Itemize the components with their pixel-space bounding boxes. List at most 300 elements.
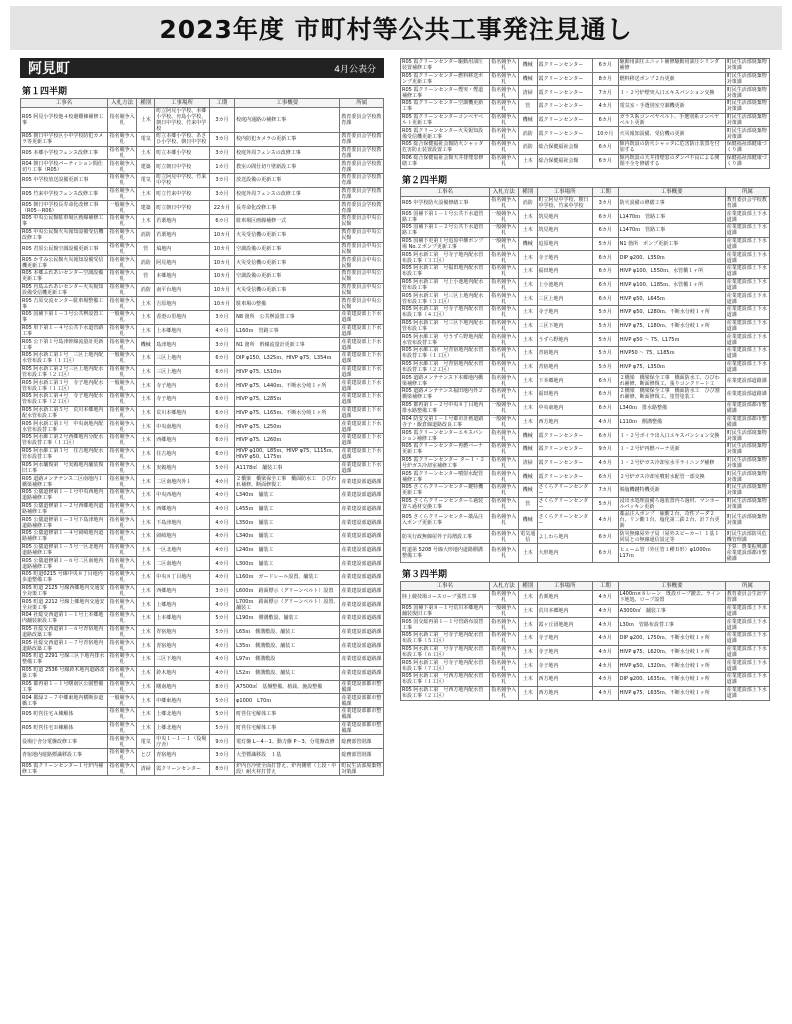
cell-category: 土木 (137, 557, 155, 571)
cell-summary: ２号炉ガス冷却室噴射水配管一部交換 (618, 470, 725, 484)
cell-department: 産業建設部道路課 (340, 598, 384, 612)
cell-project-name: R05 阿水新工第 号寺子地内配水管布設工事（３工区） (401, 251, 490, 265)
table-row (401, 113, 770, 127)
cell-category: 土木 (519, 544, 537, 563)
cell-project-name: R05 舟島ふれあいセンター火災報知設備受信機更新工事 (21, 283, 108, 297)
cell-project-name: R05 阿水新工第 号寺子地内配水管布設工事（６工区） (401, 645, 490, 659)
cell-location: よしわら地内 (537, 530, 592, 544)
cell-category: 土木 (137, 379, 155, 393)
cell-location: 霞クリーンセンター (537, 127, 592, 141)
table-row (21, 406, 384, 420)
table-row (401, 604, 770, 618)
cell-bid-method: 指名競争入札 (108, 447, 137, 461)
cell-summary: １・２号炉煙突入口エキスパンション交換 (618, 86, 725, 100)
table-row (401, 415, 770, 429)
cell-bid-method: 指名競争入札 (108, 269, 137, 283)
cell-summary: HIVP φ75、L635ｍ、不断水分岐１ヶ所 (618, 686, 725, 700)
cell-project-name: R05 中央公民館火災報知設備受信機改修工事 (21, 228, 108, 242)
cell-project-name: R05 阿水新工第 号三区上地内配水管布設工事（３工区） (401, 292, 490, 306)
cell-department: 産業建設部都市整備課 (340, 680, 384, 694)
cell-location: 西方地内 (537, 673, 592, 687)
cell-bid-method: 指名競争入札 (108, 393, 137, 407)
column-header: 入札方法 (489, 582, 519, 591)
cell-summary: 脱塩機鍵特機更新 (618, 483, 725, 497)
cell-bid-method: 指名競争入札 (489, 264, 519, 278)
cell-project-name: R05 公下第１号島津幹線流量計更新工事 (21, 338, 108, 352)
table-row (21, 529, 384, 543)
cell-category: 電気 (137, 174, 155, 188)
cell-location: 中央東地内 (537, 401, 592, 415)
cell-location: 町立朝日中学校 (155, 201, 209, 215)
cell-duration: 3カ月 (209, 338, 234, 352)
cell-duration: 4カ月 (592, 511, 618, 530)
cell-summary: L1470ｍ 管路工事 (618, 223, 725, 237)
cell-location: 島津地内 (155, 338, 209, 352)
cell-bid-method: 指名競争入札 (489, 100, 519, 114)
cell-location: 青宿地内 (537, 360, 592, 374)
cell-location: 霞クリーンセンター (537, 72, 592, 86)
table-row (21, 735, 384, 749)
cell-project-name: R05 阿水新工第 号西方地内配水管布設工事（１工区） (401, 673, 490, 687)
cell-department: 産業建設部上下水道課 (340, 393, 384, 407)
cell-department: 保健福祉部健康づくり課 (725, 141, 769, 155)
cell-project-name: R05 さくらクリーンセンター鍵特機更新工事 (401, 483, 490, 497)
cell-department: 産業建設部上下水道課 (725, 223, 769, 237)
cell-summary: HIVP φ75、L180ｍ、不断水分岐１ヶ所 (618, 319, 725, 333)
table-row (21, 653, 384, 667)
cell-department: 産業建設部都市整備課 (725, 415, 769, 429)
cell-project-name: R05 公儀道修第１－５号一区北地内道路補修工事 (21, 543, 108, 557)
cell-summary: 校庭外周フェンスの改修工事 (235, 187, 340, 201)
cell-project-name: R05 阿水新工第 号上小池地内配水管布設工事 (401, 278, 490, 292)
cell-department: 産業建設部上下水道課 (725, 333, 769, 347)
cell-department: 産業建設部上下水道課 (725, 292, 769, 306)
cell-summary: 薬品注入ポンプ 硫酸２台、苛性ソーダ２台、リン酸１台、塩化第二鉄２台、計７台更新 (618, 511, 725, 530)
cell-category: 土木 (519, 618, 537, 632)
table-row (21, 571, 384, 585)
cell-department: 産業建設部上下水道課 (340, 365, 384, 379)
cell-summary: 長寿命化改修工事 (235, 201, 340, 215)
cell-bid-method: 指名競争入札 (108, 557, 137, 571)
cell-location: 霞クリーンセンター (537, 470, 592, 484)
cell-category: 土木 (137, 598, 155, 612)
cell-project-name: R05 霞クリーンセンター ター１・２号炉ガス冷却室補修工事 (401, 456, 490, 470)
cell-duration: 4カ月 (592, 686, 618, 700)
cell-department: 産業建設部道路課 (340, 653, 384, 667)
project-table (400, 187, 770, 564)
cell-department: 教育委員会中央公民館 (340, 269, 384, 283)
table-row (401, 154, 770, 168)
cell-bid-method: 指名競争入札 (489, 497, 519, 511)
column-header: 工事場所 (537, 187, 592, 196)
cell-duration: 4カ月 (592, 604, 618, 618)
cell-category: 土木 (519, 401, 537, 415)
cell-department: 産業建設部道路課 (340, 584, 384, 598)
cell-project-name: R05 町道0215 号線中央８丁目地内歩道整備工事 (21, 571, 108, 585)
cell-department: 産業建設部道路課 (340, 516, 384, 530)
cell-summary: L52ｍ 側溝敷設、舗装工 (235, 666, 340, 680)
cell-project-name: R05 道路メンテナンス福田地内外２橋梁補修工事 (401, 388, 490, 402)
cell-category: 機械 (519, 113, 537, 127)
cell-project-name: R05 阿水維工第 号青宿地内配水管布設替工事（１工区） (401, 347, 490, 361)
cell-project-name: R05 中央公民館駐車場区画線補修工事 (21, 215, 108, 229)
cell-project-name: R05 霞クリーンセンターコンベヤベルト更新工事 (401, 113, 490, 127)
table-row (401, 483, 770, 497)
cell-project-name: R05 朝日中学校区小中学校防犯カメラ等更新工事 (21, 133, 108, 147)
publish-note: 4月公表分 (334, 64, 376, 75)
table-row (401, 223, 770, 237)
cell-bid-method: 指名競争入札 (108, 680, 137, 694)
cell-location: 吉原地内 (155, 297, 209, 311)
cell-location: 霞クリーンセンター (537, 59, 592, 73)
cell-project-name: R05 霞クリーンセンター噴射水配管補修工事 (401, 470, 490, 484)
cell-bid-method: 指名競争入札 (108, 461, 137, 475)
cell-category: 土木 (137, 393, 155, 407)
cell-bid-method: 一般競争入札 (489, 223, 519, 237)
cell-duration: 6カ月 (209, 215, 234, 229)
column-header: 工事場所 (537, 582, 592, 591)
cell-project-name: R05 霞クリーンセンター燃料移送ポンプ更新工事 (401, 72, 490, 86)
cell-summary: L160ｍ ガードレール設置、舗装工 (235, 571, 340, 585)
cell-category: 土木 (137, 707, 155, 721)
cell-summary: L160ｍ 管路工事 (235, 324, 340, 338)
cell-project-name: R05 公儀道修第１－６号二区南地内道路補修工事 (21, 557, 108, 571)
cell-location: 霞クリーンセンター (537, 429, 592, 443)
cell-category: 土木 (137, 721, 155, 735)
cell-project-name: R05 公儀道修第１－３号下島津地内道路補修工事 (21, 516, 108, 530)
cell-category: 消防 (519, 141, 537, 155)
cell-duration: 6カ月 (209, 420, 234, 434)
cell-summary: HIVP φ100、L550ｍ、水管橋１ヶ所 (618, 264, 725, 278)
table-row (401, 333, 770, 347)
cell-location: 岡崎地内 (155, 529, 209, 543)
cell-bid-method: 指名競争入札 (489, 544, 519, 563)
table-row (401, 127, 770, 141)
cell-duration: 5カ月 (209, 625, 234, 639)
table-row (401, 673, 770, 687)
cell-project-name: R05 阿見小学校他４校避難棟補修工事 (21, 108, 108, 133)
cell-bid-method: 指名競争入札 (108, 228, 137, 242)
cell-location: 若栗地内 (155, 228, 209, 242)
cell-department: 産業建設部上下水道課 (725, 618, 769, 632)
cell-summary: １・２号炉ガス冷却室水平ライニング補修 (618, 456, 725, 470)
cell-department: 町民生活部廃棄物対策課 (725, 86, 769, 100)
table-row (401, 618, 770, 632)
cell-location: 総合保健福祉会館 (537, 154, 592, 168)
cell-duration: 5カ月 (592, 319, 618, 333)
cell-summary: HIVP φ75、L250ｍ (235, 420, 340, 434)
table-row (21, 694, 384, 708)
cell-category: 機械 (519, 237, 537, 251)
column-header: 工事概要 (618, 582, 725, 591)
cell-department: 教育委員会中央公民館 (340, 297, 384, 311)
cell-duration: 3カ月 (592, 196, 618, 210)
cell-duration: 4カ月 (209, 557, 234, 571)
table-row (21, 242, 384, 256)
table-row (21, 324, 384, 338)
cell-location: 西郷地内 (155, 584, 209, 598)
cell-summary: 町営住宅解体工事 (235, 707, 340, 721)
cell-summary: A7500㎡ 基盤整備、植栽、施設整備 (235, 680, 340, 694)
cell-department: 産業建設部上下水道課 (725, 264, 769, 278)
table-row (401, 306, 770, 320)
cell-category: 土木 (519, 223, 537, 237)
cell-location: 鈴木地内 (155, 666, 209, 680)
table-row (21, 625, 384, 639)
cell-project-name: R05 道路メンテナンス二区南地内１橋梁補修工事 (21, 475, 108, 489)
cell-project-name: R05 阿水維工第２号西郷地内分配水管布設替工事（１工区） (21, 434, 108, 448)
cell-bid-method: 指名競争入札 (108, 639, 137, 653)
cell-location: 西方地内 (537, 415, 592, 429)
cell-bid-method: 指名競争入札 (489, 456, 519, 470)
cell-project-name: R05 町営住宅Ｂ棟解体 (21, 721, 108, 735)
cell-bid-method: 指名競争入札 (489, 319, 519, 333)
cell-duration: 6カ月 (209, 447, 234, 461)
cell-department: 産業建設部上下水道課 (340, 379, 384, 393)
cell-project-name: R05 かすみ公民館火災報知設備受信機更新工事 (21, 256, 108, 270)
cell-location: 若栗地内 (537, 591, 592, 605)
cell-summary: L300ｍ 舗装工 (235, 557, 340, 571)
cell-location: 青宿地内 (155, 639, 209, 653)
cell-duration: 6カ月 (209, 434, 234, 448)
table-row (21, 310, 384, 324)
cell-duration: 5カ月 (592, 347, 618, 361)
cell-department: 産業建設部道路課 (340, 529, 384, 543)
cell-department: 町民生活部廃棄物対策課 (725, 497, 769, 511)
cell-department: 産業建設部上下水道課 (725, 319, 769, 333)
cell-location: 中央西地内 (155, 488, 209, 502)
cell-bid-method: 指名競争入札 (108, 406, 137, 420)
cell-department: 町民生活部廃棄物対策課 (725, 59, 769, 73)
cell-summary: L600ｍ 路面標示（グリーンベルト）設置 (235, 584, 340, 598)
cell-location: 福田地内 (537, 388, 592, 402)
cell-department: 町民生活部防災危機管理課 (725, 530, 769, 544)
cell-duration: 6カ月 (592, 154, 618, 168)
cell-category: 土木 (519, 604, 537, 618)
cell-location: 町立竹来中学校 (155, 187, 209, 201)
table-row (401, 544, 770, 563)
cell-location: 曙南地内 (155, 680, 209, 694)
column-header: 工事場所 (155, 99, 209, 108)
cell-location: 中央南地内 (155, 420, 209, 434)
cell-project-name: R04 朝日中学校パーティション間仕切り工事（R05） (21, 160, 108, 174)
cell-location: 西郷地内 (155, 434, 209, 448)
cell-category: 土木 (137, 612, 155, 626)
cell-location: 町立阿見小学校、本郷小学校、舟島小学校、朝日中学校、竹来中学校 (155, 108, 209, 133)
cell-project-name: 役場庁舎分電盤改修工事 (21, 735, 108, 749)
cell-bid-method: 指名競争入札 (108, 174, 137, 188)
cell-duration: 6カ月 (592, 292, 618, 306)
cell-bid-method: 指名競争入札 (489, 72, 519, 86)
cell-category: 消防 (519, 127, 537, 141)
table-row (401, 388, 770, 402)
cell-category: 機械 (519, 442, 537, 456)
table-row (21, 133, 384, 147)
cell-summary: 大型標識移設 １基 (235, 748, 340, 762)
cell-location: 三区上地内 (155, 365, 209, 379)
cell-category: 土木 (137, 187, 155, 201)
cell-duration: 4カ月 (209, 516, 234, 530)
cell-department: 産業建設部道路課 (340, 557, 384, 571)
cell-duration: 6カ月 (209, 365, 234, 379)
cell-bid-method: 指名競争入札 (489, 470, 519, 484)
cell-department: 教育委員会学校教育課 (340, 146, 384, 160)
cell-category: 土木 (137, 365, 155, 379)
cell-duration: 10カ月 (209, 297, 234, 311)
table-row (401, 100, 770, 114)
cell-project-name: R05 本郷小学校フェンス改修工事 (21, 146, 108, 160)
table-row (401, 141, 770, 155)
cell-category: 土木 (519, 292, 537, 306)
cell-summary: 教室の間仕切り壁新設工事 (235, 160, 340, 174)
cell-category: 土木 (519, 210, 537, 224)
cell-bid-method: 指名競争入札 (108, 365, 137, 379)
cell-bid-method: 指名競争入札 (108, 338, 137, 352)
cell-bid-method: 指名競争入札 (108, 735, 137, 749)
cell-location: 三区下地内 (537, 319, 592, 333)
cell-summary: 校庭外周フェンスの改修工事 (235, 146, 340, 160)
cell-department: 産業建設部道路課 (725, 374, 769, 388)
cell-bid-method: 指名競争入札 (108, 666, 137, 680)
cell-location: さくらクリーンセンター (537, 483, 592, 497)
cell-category: 土木 (519, 264, 537, 278)
cell-category: 建築 (137, 160, 155, 174)
cell-project-name: R05 社総交西道第１－６号青宿地内道路改築工事 (21, 625, 108, 639)
cell-duration: 6カ月 (592, 59, 618, 73)
cell-category: 土木 (137, 297, 155, 311)
cell-summary: HIVP50 ～ 75、L185ｍ (618, 347, 725, 361)
cell-summary: 放送設備の更新工事 (235, 174, 340, 188)
cell-project-name: R05 阿水新工第 号三区下地内配水管布設工事 (401, 319, 490, 333)
cell-category: 土木 (137, 146, 155, 160)
cell-bid-method: 指名競争入札 (108, 133, 137, 147)
cell-department: 産業建設部上下水道課 (725, 347, 769, 361)
cell-category: 土木 (137, 584, 155, 598)
cell-summary: DIP φ200、L750ｍ、不断水分岐１ヶ所 (618, 632, 725, 646)
cell-project-name: R05 霞クリーンセンター１号炉内補修工事 (21, 762, 108, 776)
cell-location: 寺子地内 (537, 251, 592, 265)
cell-location: 二区南地内外１ (155, 475, 209, 489)
cell-bid-method: 指名競争入札 (489, 292, 519, 306)
cell-project-name: R05 阿水維工第 号青宿地内配水管布設替工事（２工区） (401, 360, 490, 374)
cell-summary: L400ｍ×８レーン 既設ロープ撤去、ライン下地処、ロープ設置 (618, 591, 725, 605)
cell-summary: L110ｍ 側溝整備 (618, 415, 725, 429)
cell-bid-method: 指名競争入札 (108, 215, 137, 229)
cell-bid-method: 指名競争入札 (489, 645, 519, 659)
cell-summary: 炉内自冷壁全面打替え、炉内側壁（上段・中段）耐火材打替え (235, 762, 340, 776)
cell-duration: 3カ月 (209, 584, 234, 598)
cell-project-name: R05 霞クリーンセンター駆動用油圧装置補修工事 (401, 59, 490, 73)
cell-category: 土木 (519, 154, 537, 168)
cell-department: 産業建設部上下水道課 (725, 360, 769, 374)
cell-duration: 4カ月 (592, 415, 618, 429)
column-header: 工事概要 (235, 99, 340, 108)
cell-category: 土木 (137, 529, 155, 543)
cell-summary: HIVP φ75、L165ｍ、不断水分岐１ヶ所 (235, 406, 340, 420)
cell-duration: 4カ月 (209, 598, 234, 612)
cell-summary: L455ｍ 舗装工 (235, 502, 340, 516)
cell-location: 寺子地内 (155, 379, 209, 393)
cell-bid-method: 指名競争入札 (489, 113, 519, 127)
cell-department: 産業建設部道路課 (340, 488, 384, 502)
table-row (21, 160, 384, 174)
cell-location: 寺子地内 (537, 659, 592, 673)
cell-project-name: R05 朝日中学校長寿命化改修工事（R05－R06） (21, 201, 108, 215)
table-row (401, 264, 770, 278)
cell-duration: 6カ月 (592, 544, 618, 563)
table-row (21, 420, 384, 434)
cell-bid-method: 指名競争入札 (108, 488, 137, 502)
cell-summary: １・２号ボイラ出入口エキスパンション交換 (618, 429, 725, 443)
cell-duration: 9カ月 (592, 442, 618, 456)
cell-department: 町民生活部廃棄物対策課 (725, 72, 769, 86)
cell-department: 町民生活部廃棄物対策課 (725, 127, 769, 141)
cell-duration: 6カ月 (209, 393, 234, 407)
cell-duration: 4カ月 (592, 632, 618, 646)
cell-location: 塙地内 (155, 242, 209, 256)
cell-category: 土木 (519, 306, 537, 320)
cell-location: 上郷北地内 (155, 721, 209, 735)
cell-department: 教育委員会中央公民館 (340, 283, 384, 297)
cell-summary: ヒューム管（外圧管１種Ｂ形）φ1000ｍ L17ｍ (618, 544, 725, 563)
cell-summary: DIP φ150、L325ｍ、HIVP φ75、L354ｍ (235, 352, 340, 366)
cell-bid-method: 指名競争入札 (489, 388, 519, 402)
cell-project-name: R05 阿水新工第 号福田地内配水管布設工事 (401, 264, 490, 278)
cell-location: 上本郷地内 (155, 324, 209, 338)
table-row (401, 530, 770, 544)
cell-summary: ２橋梁 橋梁保全工事 橋面防水工 ひび割れ補修、断面修復工、塗替塗装工 (618, 388, 725, 402)
cell-category: 管 (519, 497, 537, 511)
cell-bid-method: 指名競争入札 (489, 360, 519, 374)
cell-project-name: R05 都再第１－１号曙南区公園整備工事 (21, 680, 108, 694)
column-header: 所属 (340, 99, 384, 108)
cell-project-name: R05 阿水舗復第 号実穀地内舗装復旧工事 (21, 461, 108, 475)
table-row (21, 447, 384, 461)
cell-project-name: R05 国補下第１－２号公共下水道管路工事 (401, 223, 490, 237)
cell-project-name: R05 阿水新工第２号三区上地内配水管布設工事（２工区） (21, 365, 108, 379)
column-header: 工事概要 (618, 187, 725, 196)
cell-project-name: R05 町営住宅Ａ棟解体 (21, 707, 108, 721)
cell-bid-method: 指名競争入札 (489, 251, 519, 265)
cell-department: 町民生活部廃棄物対策課 (725, 113, 769, 127)
cell-project-name: R05 阿水新工第 号寺子地内配水管布設工事（５工区） (401, 632, 490, 646)
cell-department: 教育委員会中央公民館 (340, 242, 384, 256)
cell-summary: N8 箇所 公共桝設置工事 (235, 310, 340, 324)
cell-bid-method: 指名競争入札 (489, 86, 519, 100)
cell-category: 土木 (519, 319, 537, 333)
cell-summary: ガラス系コンベヤベルト、手選別系コンベヤベルト更新 (618, 113, 725, 127)
cell-department: 産業建設部都市整備課 (725, 401, 769, 415)
table-row (21, 748, 384, 762)
cell-bid-method: 指名競争入札 (489, 429, 519, 443)
cell-summary: 空調設備の更新工事 (235, 269, 340, 283)
cell-department: 産業建設部道路課 (340, 475, 384, 489)
cell-location: 霞クリーンセンター (537, 113, 592, 127)
cell-duration: 6カ月 (592, 429, 618, 443)
cell-project-name: R05 公儀道修第１－１号中央西地内道路補修工事 (21, 488, 108, 502)
table-row (21, 721, 384, 735)
cell-bid-method: 指名競争入札 (489, 686, 519, 700)
cell-location: 一区北地内 (155, 543, 209, 557)
cell-category: 土木 (137, 543, 155, 557)
cell-summary: HIVP φ100、L85ｍ、HIVP φ75、L115ｍ、HIVP φ50、L175ｍ (235, 447, 340, 461)
table-row (21, 475, 384, 489)
cell-project-name: R05 町道 2291 号線三区下地内排水整備工事 (21, 653, 108, 667)
cell-location: 町立本郷小学校 (155, 146, 209, 160)
cell-category: 管 (137, 242, 155, 256)
cell-duration: 6カ月 (592, 401, 618, 415)
cell-category: 土木 (137, 108, 155, 133)
